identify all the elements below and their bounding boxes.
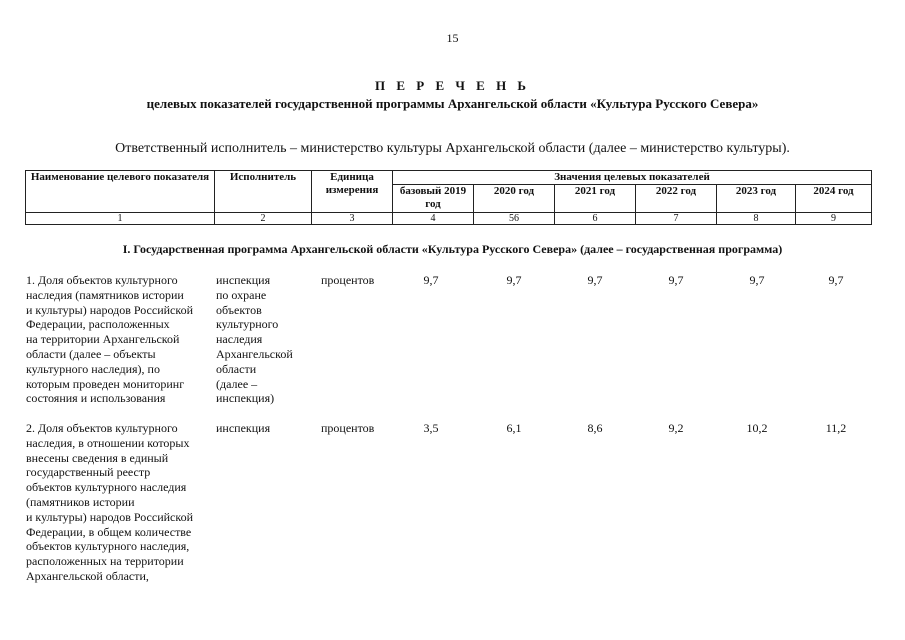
indicator-name — [26, 421, 211, 584]
executor-line: инспекция) — [216, 391, 275, 406]
executor-line: Архангельской — [216, 346, 293, 361]
indicator-name-line: 1. Доля объектов культурного — [26, 273, 178, 287]
indicator-name-line: и культуры) народов Российской — [26, 302, 194, 317]
indicator-name-line: Федерации, в общем количестве — [26, 524, 192, 539]
header-unit: Единица измерения — [312, 171, 393, 213]
header-year-base: базовый 2019 год — [393, 185, 474, 213]
value-2020: 9,7 — [506, 273, 522, 287]
indicator-name-line: состояния и использования — [26, 391, 166, 406]
indicator-name-line: объектов культурного наследия — [26, 480, 187, 495]
header-values-group: Значения целевых показателей — [393, 171, 872, 185]
page-number: 15 — [446, 31, 459, 45]
indicator-name-line: государственный реестр — [26, 465, 151, 480]
value-2024: 9,7 — [828, 273, 844, 287]
executor-line: наследия — [216, 332, 263, 347]
column-number: 56 — [474, 213, 555, 225]
executor-line: инспекция — [216, 273, 271, 287]
value-2023: 9,7 — [749, 273, 765, 287]
indicators-table-header — [25, 170, 872, 225]
indicator-name-line: 2. Доля объектов культурного — [26, 421, 178, 435]
header-year-2023: 2023 год — [717, 185, 796, 213]
document-subtitle: целевых показателей государственной программы Архангельской области «Культура Русского Севера» — [146, 96, 759, 111]
value-base-2019: 3,5 — [423, 421, 439, 435]
executor-line: по охране — [216, 287, 267, 302]
indicator-name-line: (памятников истории — [26, 494, 135, 509]
column-number: 3 — [312, 213, 393, 225]
column-number: 1 — [26, 213, 215, 225]
indicator-name-line: на территории Архангельской — [26, 332, 180, 347]
document-title: П Е Р Е Ч Е Н Ь — [374, 78, 531, 93]
indicator-executor — [216, 421, 316, 436]
responsible-executor-text: Ответственный исполнитель – министерство культуры Архангельской области (далее – министерство культуры). — [115, 141, 790, 156]
indicator-name-line: области (далее – объекты — [26, 346, 156, 361]
value-2021: 8,6 — [587, 421, 603, 435]
indicator-name-line: которым проведен мониторинг — [26, 376, 185, 391]
value-base-2019: 9,7 — [423, 273, 439, 287]
value-2022: 9,2 — [668, 421, 684, 435]
value-2022: 9,7 — [668, 273, 684, 287]
executor-line: области — [216, 361, 257, 376]
executor-line: инспекция — [216, 421, 271, 435]
value-2024: 11,2 — [825, 421, 847, 435]
indicator-name-line: внесены сведения в единый — [26, 450, 169, 465]
column-number: 6 — [555, 213, 636, 225]
column-number: 2 — [215, 213, 312, 225]
executor-line: (далее – — [216, 376, 258, 391]
header-year-2021: 2021 год — [555, 185, 636, 213]
column-number: 8 — [717, 213, 796, 225]
indicator-name-line: и культуры) народов Российской — [26, 509, 194, 524]
indicator-name-line: наследия, в отношении которых — [26, 435, 190, 450]
executor-line: культурного — [216, 317, 279, 332]
indicator-name — [26, 273, 211, 406]
indicator-name-line: расположенных на территории — [26, 554, 184, 569]
column-numbers-row — [26, 213, 872, 225]
column-number: 7 — [636, 213, 717, 225]
indicator-name-line: Федерации, расположенных — [26, 317, 170, 332]
executor-line: объектов — [216, 302, 262, 317]
column-number: 9 — [796, 213, 872, 225]
header-executor: Исполнитель — [215, 171, 312, 213]
value-2021: 9,7 — [587, 273, 603, 287]
indicator-unit: процентов — [321, 273, 375, 287]
value-2020: 6,1 — [506, 421, 522, 435]
section-title: I. Государственная программа Архангельской области «Культура Русского Севера» (далее – государственная программа) — [122, 242, 783, 256]
indicator-name-line: объектов культурного наследия, — [26, 539, 190, 554]
indicator-name-line: культурного наследия), по — [26, 361, 160, 376]
header-year-2022: 2022 год — [636, 185, 717, 213]
indicator-executor — [216, 273, 316, 406]
header-year-2024: 2024 год — [796, 185, 872, 213]
value-2023: 10,2 — [746, 421, 768, 435]
indicator-unit: процентов — [321, 421, 375, 435]
column-number: 4 — [393, 213, 474, 225]
indicator-name-line: Архангельской области, — [26, 568, 149, 583]
indicator-name-line: наследия (памятников истории — [26, 287, 184, 302]
header-indicator-name: Наименование целевого показателя — [26, 171, 215, 213]
header-year-2020: 2020 год — [474, 185, 555, 213]
